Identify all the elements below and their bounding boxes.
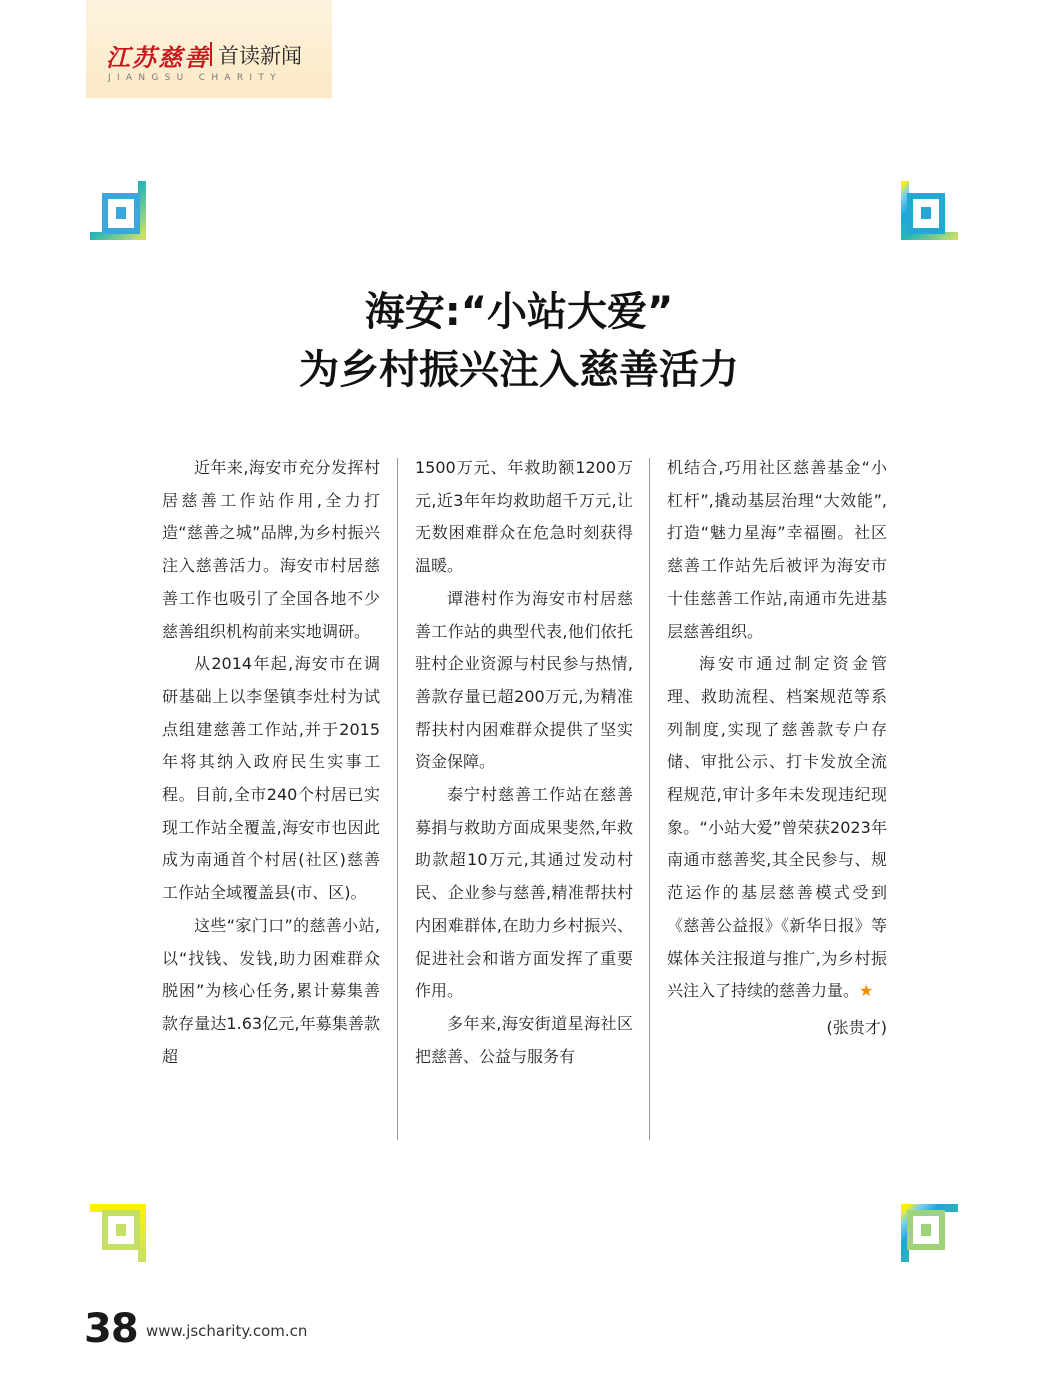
paragraph: 谭港村作为海安市村居慈善工作站的典型代表,他们依托驻村企业资源与村民参与热情,善款存量已超200万元,为精准帮扶村内困难群众提供了坚实资金保障。 [415,588,633,772]
paragraph: 这些“家门口”的慈善小站,以“找钱、发钱,助力困难群众脱困”为核心任务,累计募集善款存量达1.63亿元,年募集善款超 [162,915,380,1066]
paragraph-text: 海安市通过制定资金管理、救助流程、档案规范等系列制度,实现了慈善款专户存储、审批公示、打卡发放全流程规范,审计多年未发现违纪现象。“小站大爱”曾荣获2023年南通市慈善奖,其全民参与、规范运作的基层慈善模式受到《慈善公益报》《新华日报》等媒体关注报道与推广,为乡村振兴注入了持续的慈善力量。 [667,654,887,1001]
logo-chinese: 江苏慈善 [106,43,210,72]
article-title-line1: 海安:“小站大爱” [364,289,674,335]
paragraph: 机结合,巧用社区慈善基金“小杠杆”,撬动基层治理“大效能”,打造“魅力星海”幸福圈。社区慈善工作站先后被评为海安市十佳慈善工作站,南通市先进基层慈善组织。 [667,458,887,641]
paragraph: 近年来,海安市充分发挥村居慈善工作站作用,全力打造“慈善之城”品牌,为乡村振兴注入慈善活力。海安市村居慈善工作也吸引了全国各地不少慈善组织机构前来实地调研。 [162,458,380,641]
paragraph [667,648,887,1008]
column-divider [649,458,650,1140]
logo-english: JIANGSU CHARITY [108,73,282,83]
column-divider [397,458,398,1140]
article-title-line2: 为乡村振兴注入慈善活力 [299,347,739,393]
author-byline: (张贵才) [826,1017,887,1037]
paragraph: 多年来,海安街道星海社区把慈善、公益与服务有 [415,1013,633,1066]
article-column-3 [667,452,887,1045]
paragraph: 从2014年起,海安市在调研基础上以李堡镇李灶村为试点组建慈善工作站,并于2015年将其纳入政府民生实事工程。目前,全市240个村居已实现工作站全覆盖,海安市也因此成为南通首个村居(社区)慈善工作站全域覆盖县(市、区)。 [162,654,380,903]
page-number: 38 [84,1306,138,1352]
article-column-2 [415,452,633,1073]
paragraph: 泰宁村慈善工作站在慈善募捐与救助方面成果斐然,年救助款超10万元,其通过发动村民、企业参与慈善,精准帮扶村内困难群体,在助力乡村振兴、促进社会和谐方面发挥了重要作用。 [415,785,633,1001]
article-column-1 [162,452,380,1073]
end-star-icon: ★ [859,981,874,1001]
website-url[interactable]: www.jscharity.com.cn [146,1322,308,1340]
section-name: 首读新闻 [218,44,302,68]
paragraph: 1500万元、年救助额1200万元,近3年年均救助超千万元,让无数困难群众在危急时刻获得温暖。 [415,458,633,576]
